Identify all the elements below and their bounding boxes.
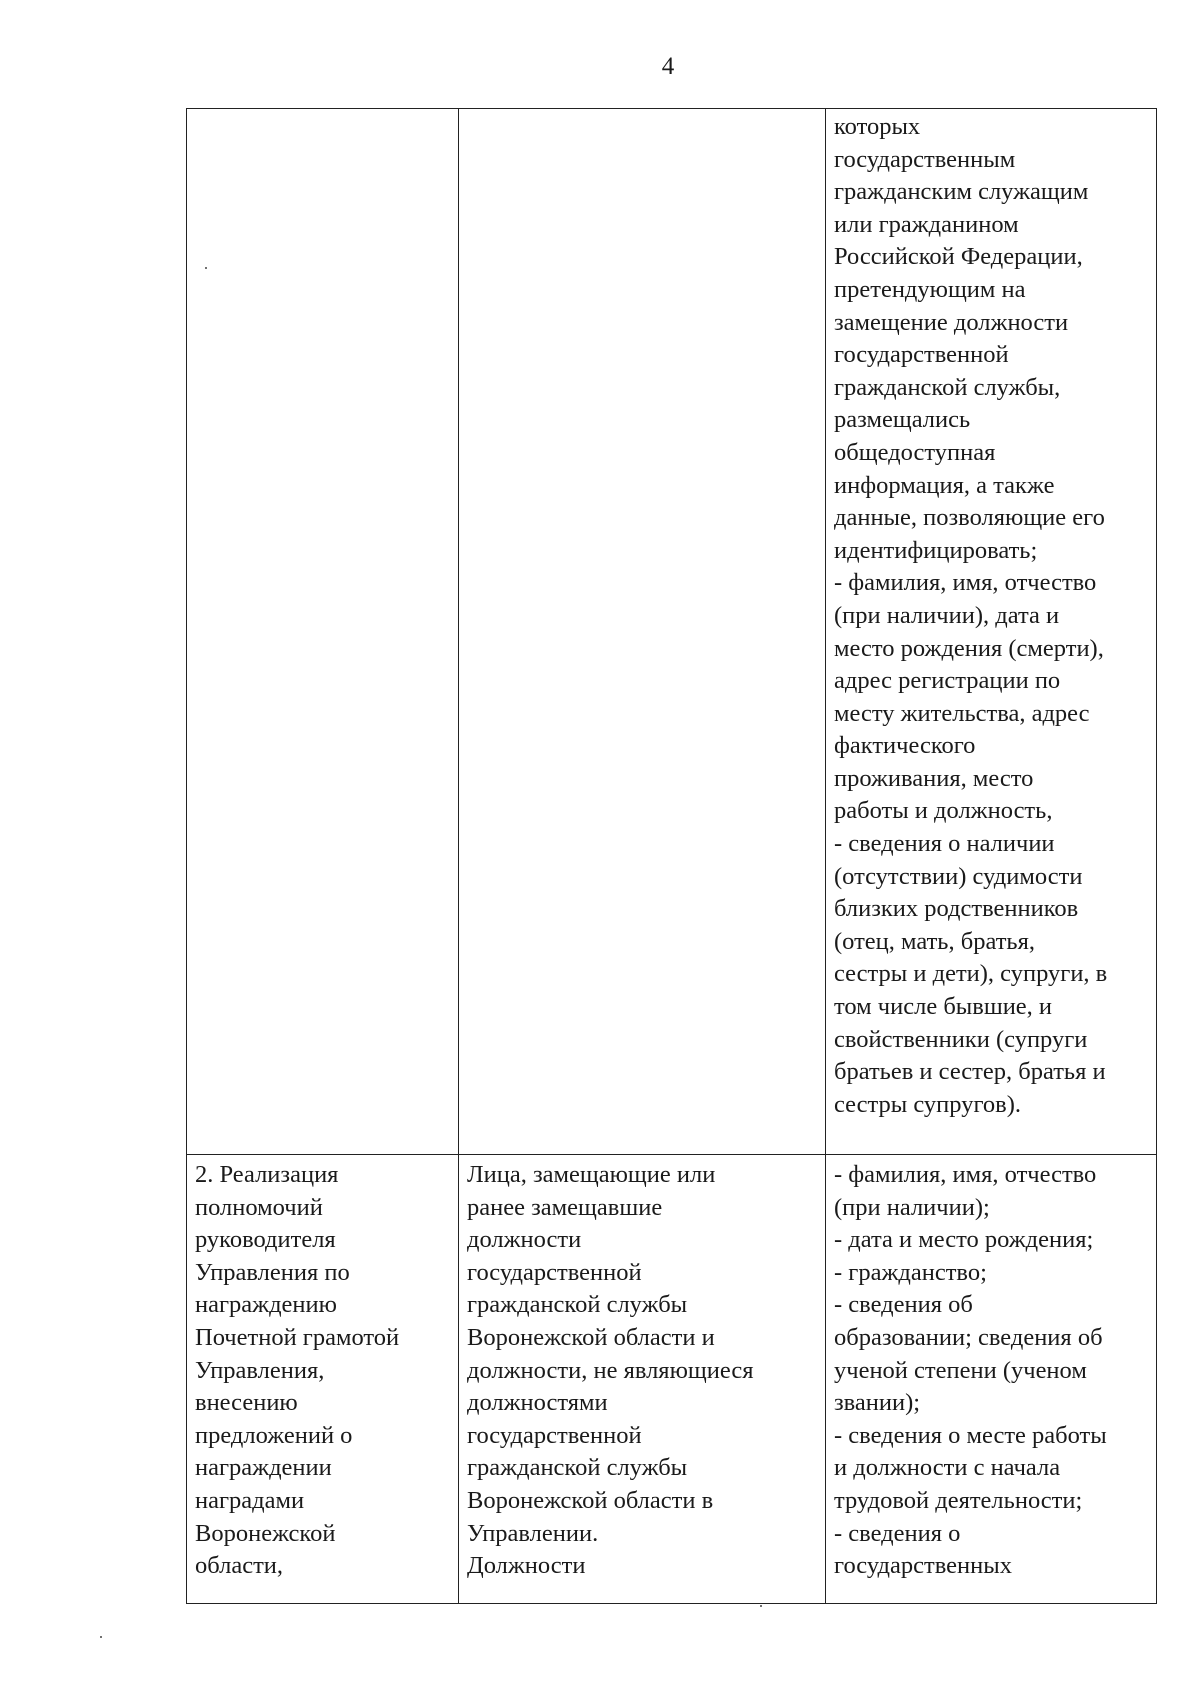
cell-text-line: награждению	[195, 1291, 337, 1319]
cell-text-line: (при наличии);	[834, 1193, 990, 1221]
cell-text-line: Российской Федерации,	[834, 243, 1083, 271]
cell-text-line: должностями	[467, 1389, 608, 1417]
table-row	[187, 1155, 1157, 1604]
table-cell-data-list	[826, 1155, 1157, 1604]
cell-text-line: должности, не являющиеся	[467, 1356, 754, 1384]
table-cell-process	[187, 1155, 459, 1604]
table-cell-subjects	[459, 109, 826, 1155]
cell-text-line: трудовой деятельности;	[834, 1486, 1083, 1514]
cell-text-line: свойственники (супруги	[834, 1025, 1088, 1053]
cell-text-line: государственной	[834, 341, 1009, 369]
cell-text-line: и должности с начала	[834, 1454, 1061, 1482]
cell-text-line: области,	[195, 1552, 284, 1580]
data-table	[186, 108, 1157, 1604]
cell-text-line: образовании; сведения об	[834, 1323, 1103, 1351]
cell-text-line: братьев и сестер, братья и	[834, 1058, 1106, 1086]
cell-text-line: Лица, замещающие или	[467, 1161, 716, 1188]
scan-speck	[205, 267, 207, 269]
cell-text-line: должности	[467, 1226, 582, 1254]
cell-text-line: идентифицировать;	[834, 536, 1038, 564]
cell-text-line: гражданской службы	[467, 1454, 688, 1482]
cell-text-line: Должности	[467, 1552, 586, 1580]
page-number: 4	[661, 53, 675, 80]
cell-text-line: ученой степени (ученом	[834, 1356, 1087, 1384]
cell-text-line: Воронежской	[195, 1519, 336, 1547]
cell-text-line: место рождения (смерти),	[834, 634, 1104, 662]
scan-speck	[100, 1636, 102, 1638]
cell-text-line: месту жительства, адрес	[834, 699, 1090, 727]
cell-text-line: общедоступная	[834, 438, 996, 466]
cell-text-line: полномочий	[195, 1193, 323, 1221]
cell-text-line: - фамилия, имя, отчество	[834, 1161, 1097, 1188]
cell-text-line: том числе бывшие, и	[834, 993, 1053, 1021]
cell-text-line: (при наличии), дата и	[834, 601, 1060, 629]
cell-text-line: Управления по	[195, 1258, 350, 1286]
table-cell-data-list	[826, 109, 1157, 1155]
cell-text-line: государственной	[467, 1421, 642, 1449]
cell-text-line: претендующим на	[834, 275, 1026, 303]
cell-text-line: работы и должность,	[834, 797, 1053, 825]
cell-text-line: близких родственников	[834, 895, 1079, 923]
cell-text-line: звании);	[834, 1389, 921, 1417]
cell-text-line: - дата и место рождения;	[834, 1226, 1094, 1254]
cell-text-line: гражданским служащим	[834, 178, 1089, 206]
cell-text-line: - сведения о месте работы	[834, 1421, 1107, 1449]
scan-speck	[760, 1605, 762, 1607]
cell-text-line: (отец, мать, братья,	[834, 927, 1035, 955]
cell-text-line: Воронежской области в	[467, 1486, 714, 1514]
cell-text-line: ранее замещавшие	[467, 1193, 663, 1221]
cell-text-line: Управления,	[195, 1356, 325, 1384]
cell-text-line: - сведения об	[834, 1291, 973, 1319]
cell-text-line: Воронежской области и	[467, 1323, 715, 1351]
cell-text-line: размещались	[834, 406, 971, 434]
table-cell-subjects	[459, 1155, 826, 1604]
cell-text-line: (отсутствии) судимости	[834, 862, 1083, 890]
cell-text-line: государственных	[834, 1552, 1012, 1580]
cell-text-line: 2. Реализация	[195, 1161, 339, 1188]
cell-text-line: гражданской службы	[467, 1291, 688, 1319]
cell-text-line: замещение должности	[834, 308, 1069, 336]
cell-text-line: внесению	[195, 1389, 298, 1417]
cell-text-line: - фамилия, имя, отчество	[834, 569, 1097, 597]
cell-text-line: - сведения о	[834, 1519, 961, 1547]
cell-text-line: или гражданином	[834, 210, 1019, 238]
cell-text-line: гражданской службы,	[834, 373, 1061, 401]
cell-text-line: наградами	[195, 1486, 305, 1514]
cell-text-line: которых	[834, 113, 921, 140]
cell-text-line: государственной	[467, 1258, 642, 1286]
cell-text-line: государственным	[834, 145, 1016, 173]
cell-text-line: сестры супругов).	[834, 1090, 1022, 1118]
table-cell-process	[187, 109, 459, 1155]
cell-text-line: информация, а также	[834, 471, 1055, 499]
cell-text-line: сестры и дети), супруги, в	[834, 960, 1108, 988]
cell-text-line: награждении	[195, 1454, 332, 1482]
table-row	[187, 109, 1157, 1155]
cell-text-line: Управлении.	[467, 1519, 599, 1547]
cell-text-line: - сведения о наличии	[834, 830, 1055, 858]
cell-text-line: адрес регистрации по	[834, 667, 1061, 695]
cell-text-line: фактического	[834, 732, 976, 760]
cell-text-line: руководителя	[195, 1226, 336, 1254]
cell-text-line: предложений о	[195, 1421, 353, 1449]
cell-text-line: данные, позволяющие его	[834, 504, 1105, 532]
cell-text-line: - гражданство;	[834, 1258, 987, 1286]
cell-text-line: проживания, место	[834, 764, 1034, 792]
cell-text-line: Почетной грамотой	[195, 1323, 400, 1351]
